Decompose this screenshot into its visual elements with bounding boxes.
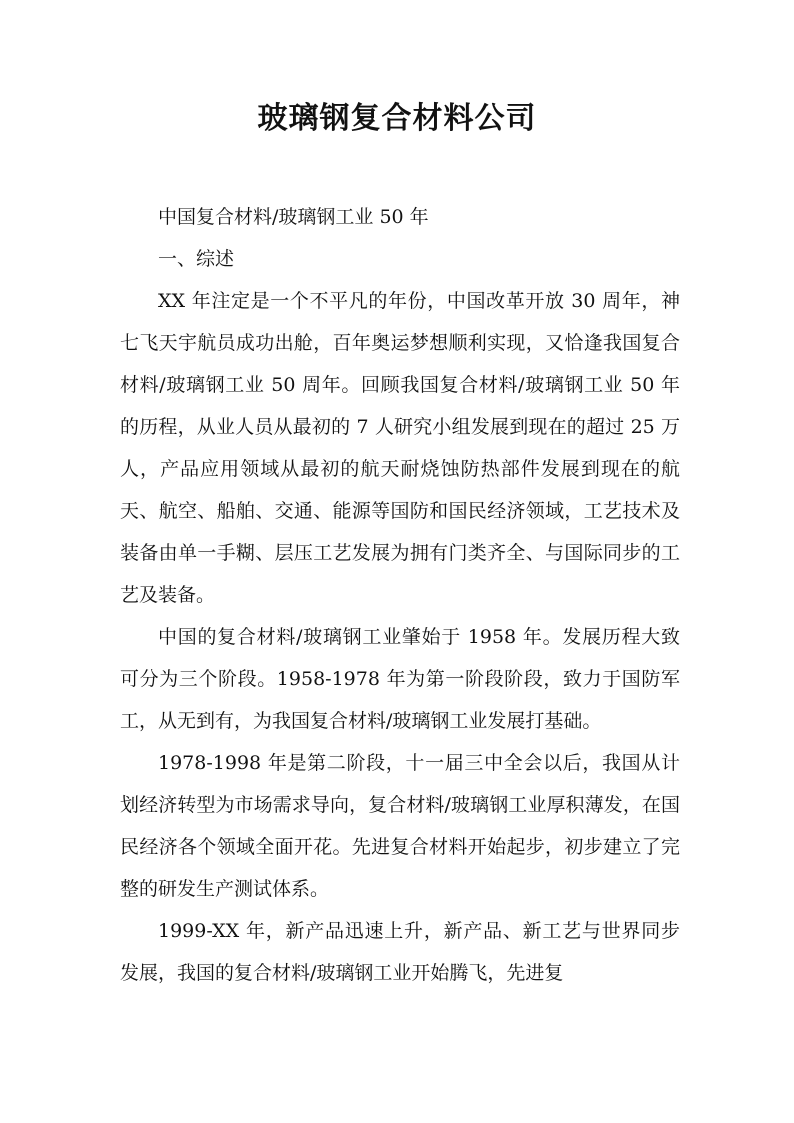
paragraph: 中国的复合材料/玻璃钢工业肇始于 1958 年。发展历程大致可分为三个阶段。1958-1978 年为第一阶段阶段，致力于国防军工，从无到有，为我国复合材料/玻璃钢工业发展打基础。 [120, 626, 680, 732]
paragraph: XX 年注定是一个不平凡的年份，中国改革开放 30 周年，神七飞天宇航员成功出舱，百年奥运梦想顺利实现，又恰逢我国复合材料/玻璃钢工业 50 周年。回顾我国复合材料/玻璃钢工业 50 年的历程，从业人员从最初的 7 人研究小组发展到现在的超过 25 万人，产品应用领域从最初的航天耐烧蚀防热部件发展到现在的航天、航空、船舶、交通、能源等国防和国民经济领域，工艺技术及装备由单一手糊、层压工艺发展为拥有门类齐全、与国际同步的工艺及装备。 [120, 290, 680, 606]
document-subtitle: 中国复合材料/玻璃钢工业 50 年 [158, 206, 429, 228]
document-title: 玻璃钢复合材料公司 [257, 101, 537, 136]
section-heading: 一、综述 [158, 248, 235, 270]
paragraph: 1978-1998 年是第二阶段，十一届三中全会以后，我国从计划经济转型为市场需求导向，复合材料/玻璃钢工业厚积薄发，在国民经济各个领域全面开花。先进复合材料开始起步，初步建立了完整的研发生产测试体系。 [120, 752, 680, 900]
document-body [120, 196, 680, 994]
paragraph: 1999-XX 年，新产品迅速上升，新产品、新工艺与世界同步发展，我国的复合材料/玻璃钢工业开始腾飞，先进复 [120, 920, 680, 984]
